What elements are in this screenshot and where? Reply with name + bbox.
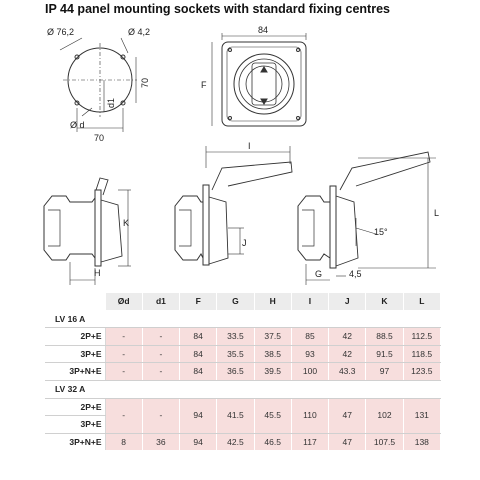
- table-row: [45, 433, 441, 451]
- table-cell: 33.5: [217, 328, 254, 346]
- dim-J: J: [242, 238, 247, 248]
- table-cell: -: [105, 328, 142, 346]
- table-cell: 118.5: [403, 345, 440, 363]
- row-label: 3P+E: [45, 345, 105, 363]
- col-header: I: [291, 293, 328, 310]
- page-title: IP 44 panel mounting sockets with standard fixing centres: [45, 2, 390, 16]
- table-cell: 93: [291, 345, 328, 363]
- side-view-2-drawing: [175, 146, 292, 265]
- group-label: LV 16 A: [45, 310, 441, 328]
- row-label: 2P+E: [45, 398, 105, 416]
- table-row: [45, 328, 441, 346]
- panel-plate: [330, 186, 336, 268]
- group-label: LV 32 A: [45, 380, 441, 398]
- table-cell: 42.5: [217, 433, 254, 451]
- row-label: 2P+E: [45, 328, 105, 346]
- table-cell: 138: [403, 433, 440, 451]
- dim-w84: 84: [258, 25, 269, 35]
- table-cell: 38.5: [254, 345, 291, 363]
- panel-plate: [95, 190, 101, 266]
- table-row: [45, 363, 441, 381]
- table-cell: 47: [329, 398, 366, 433]
- table-cell: 41.5: [217, 398, 254, 433]
- dim-d76: Ø 76,2: [47, 27, 75, 37]
- dim-F: F: [201, 80, 207, 90]
- table-cell: 8: [105, 433, 142, 451]
- dim-angle: 15°: [374, 227, 388, 237]
- group-row: [45, 310, 441, 328]
- col-header: L: [403, 293, 440, 310]
- dim-K: K: [123, 218, 130, 228]
- table-cell: 35.5: [217, 345, 254, 363]
- table-cell: 117: [291, 433, 328, 451]
- dim-L: L: [434, 208, 440, 218]
- dim-d1: d1: [106, 97, 116, 108]
- table-cell: 131: [403, 398, 440, 433]
- table-cell: 85: [291, 328, 328, 346]
- col-header: F: [180, 293, 217, 310]
- group-row: [45, 380, 441, 398]
- socket-front-drawing: [212, 33, 306, 126]
- table-cell: 84: [180, 345, 217, 363]
- table-cell: 42: [329, 345, 366, 363]
- col-header: K: [366, 293, 403, 310]
- table-cell: 107.5: [366, 433, 403, 451]
- dimensions-table: [45, 293, 441, 451]
- col-header: G: [217, 293, 254, 310]
- dim-H: H: [94, 268, 101, 278]
- dim-I: I: [248, 141, 251, 151]
- table-cell: 42: [329, 328, 366, 346]
- row-label: 3P+E: [45, 416, 105, 434]
- table-cell: 112.5: [403, 328, 440, 346]
- lid-open: [212, 162, 292, 190]
- table-cell: 84: [180, 363, 217, 381]
- table-cell: 94: [180, 433, 217, 451]
- side-view-1-drawing: [44, 178, 131, 285]
- dim-g45: 4,5: [349, 269, 362, 279]
- table-cell: -: [142, 363, 179, 381]
- table-cell: 97: [366, 363, 403, 381]
- dim-v70: 70: [140, 77, 150, 88]
- dim-h70: 70: [94, 133, 105, 143]
- table-cell: -: [105, 363, 142, 381]
- col-header: J: [329, 293, 366, 310]
- socket-plate: [222, 42, 306, 126]
- table-header-row: [45, 293, 441, 310]
- table-row: [45, 398, 441, 416]
- table-cell: 100: [291, 363, 328, 381]
- side-view-3-drawing: [298, 152, 436, 285]
- row-label: 3P+N+E: [45, 433, 105, 451]
- table-cell: -: [142, 345, 179, 363]
- table-cell: 123.5: [403, 363, 440, 381]
- table-cell: 102: [366, 398, 403, 433]
- table-cell: 39.5: [254, 363, 291, 381]
- panel-plate: [203, 185, 209, 265]
- table-cell: 84: [180, 328, 217, 346]
- table-cell: -: [105, 398, 142, 433]
- table-cell: 36: [142, 433, 179, 451]
- table-cell: 88.5: [366, 328, 403, 346]
- dim-od: Ø d: [70, 120, 85, 130]
- dim-d42: Ø 4,2: [128, 27, 151, 37]
- table-cell: 47: [329, 433, 366, 451]
- table-cell: 94: [180, 398, 217, 433]
- col-header: H: [254, 293, 291, 310]
- panel-cutout-drawing: [60, 38, 137, 132]
- col-header: d1: [142, 293, 179, 310]
- table-cell: 36.5: [217, 363, 254, 381]
- row-label: 3P+N+E: [45, 363, 105, 381]
- table-cell: 45.5: [254, 398, 291, 433]
- table-cell: 91.5: [366, 345, 403, 363]
- table-row: [45, 345, 441, 363]
- table-cell: 37.5: [254, 328, 291, 346]
- table-cell: 110: [291, 398, 328, 433]
- col-header: Ød: [105, 293, 142, 310]
- table-cell: 43.3: [329, 363, 366, 381]
- table-cell: -: [142, 328, 179, 346]
- table-cell: 46.5: [254, 433, 291, 451]
- dim-G: G: [315, 269, 323, 279]
- table-cell: -: [142, 398, 179, 433]
- table-cell: -: [105, 345, 142, 363]
